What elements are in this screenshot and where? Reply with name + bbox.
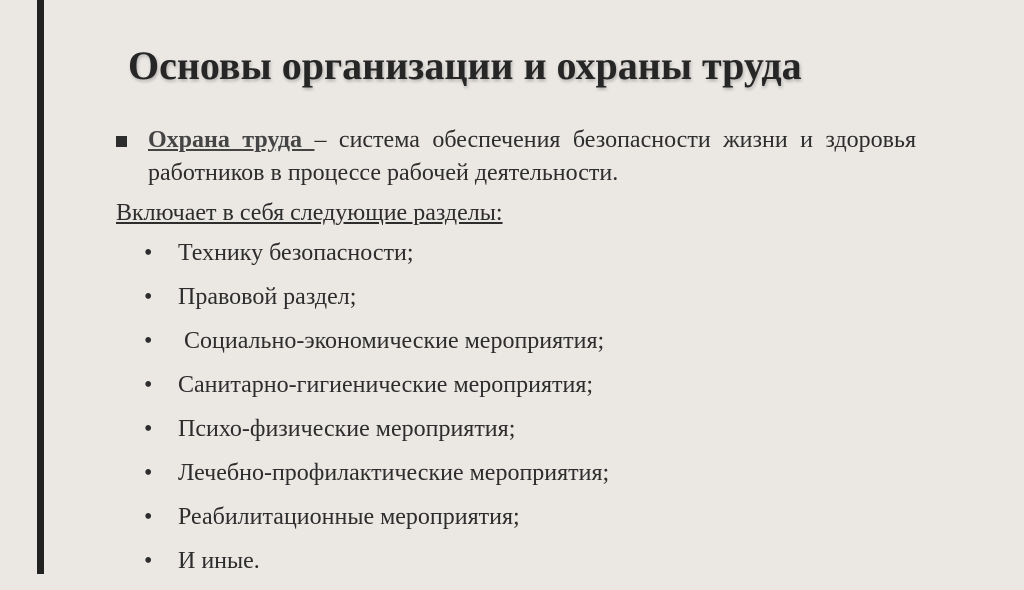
bullet-icon: • xyxy=(144,460,153,486)
list-item xyxy=(116,458,916,502)
square-bullet-icon xyxy=(116,136,127,147)
list-item xyxy=(116,546,916,590)
sections-list xyxy=(116,238,916,590)
slide-content xyxy=(116,124,916,590)
bullet-icon: • xyxy=(144,548,153,574)
slide-left-accent-bar xyxy=(37,0,44,574)
section-label: И иные. xyxy=(178,548,260,574)
bullet-icon: • xyxy=(144,372,153,398)
list-item xyxy=(116,502,916,546)
definition-paragraph xyxy=(116,124,916,190)
bullet-icon: • xyxy=(144,328,153,354)
definition-term: Охрана труда xyxy=(148,127,315,153)
bullet-icon: • xyxy=(144,416,153,442)
list-item xyxy=(116,238,916,282)
section-label: Психо-физические мероприятия; xyxy=(178,416,516,442)
section-label: Технику безопасности; xyxy=(178,240,414,266)
bullet-icon: • xyxy=(144,504,153,530)
section-label: Социально-экономические мероприятия; xyxy=(178,328,605,354)
list-item xyxy=(116,326,916,370)
list-item xyxy=(116,370,916,414)
slide-title: Основы организации и охраны труда xyxy=(128,43,802,88)
section-label: Лечебно-профилактические мероприятия; xyxy=(178,460,610,486)
bullet-icon: • xyxy=(144,284,153,310)
section-label: Санитарно-гигиенические мероприятия; xyxy=(178,372,594,398)
definition-text: – система обеспечения безопасности жизни и здоровья работников в процессе рабочей деятельности. xyxy=(148,127,916,186)
section-label: Правовой раздел; xyxy=(178,284,357,310)
includes-label: Включает в себя следующие разделы: xyxy=(116,200,503,226)
section-label: Реабилитационные мероприятия; xyxy=(178,504,520,530)
list-item xyxy=(116,414,916,458)
bullet-icon: • xyxy=(144,240,153,266)
list-item xyxy=(116,282,916,326)
